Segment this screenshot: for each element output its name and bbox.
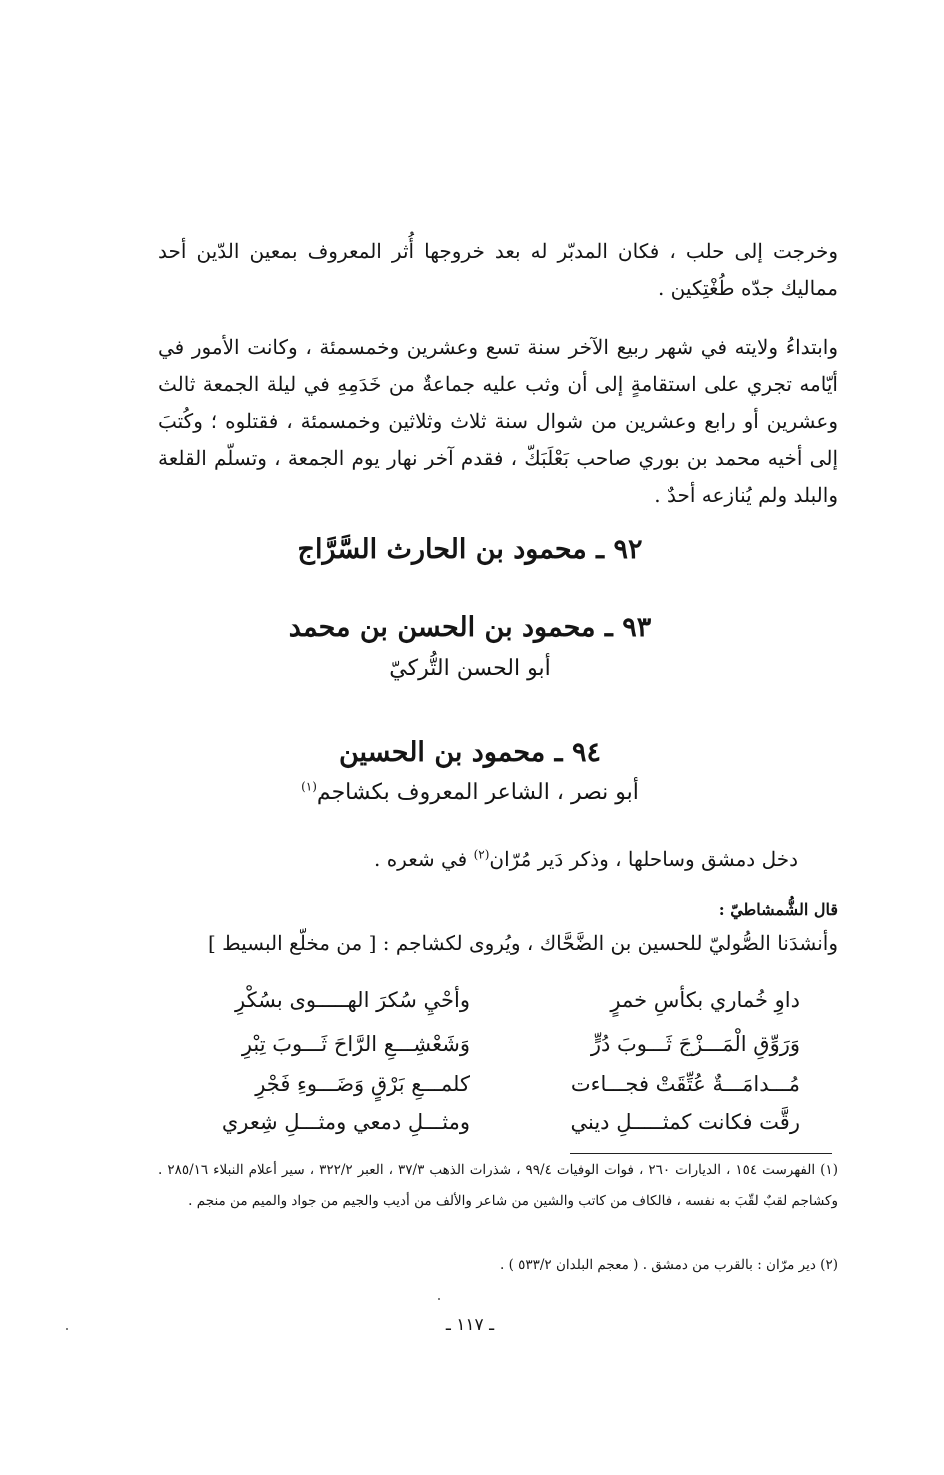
verse-intro: وأنشدَنا الصُّوليّ للحسين بن الضَّحَّاك ، ويُروى لكشاجم : [ من مخلّع البسيط ] (207, 931, 838, 955)
footnote-2: (٢) دير مرّان : بالقرب من دمشق . ( معجم البلدان ٥٣٣/٢ ) . (499, 1257, 838, 1273)
verse-line (190, 982, 800, 1018)
verse-line (190, 1066, 800, 1102)
verse-first-hemistich: وَرَوِّقِ الْمَـــزْجَ ثَـــوبَ دُرٍّ (590, 1032, 800, 1056)
entry-94-text (158, 842, 838, 876)
entry-94-subtitle-line (150, 776, 790, 810)
verse-second-hemistich: وأحْيِ سُكرَ الهـــــوى بسُكْرِ (235, 988, 470, 1012)
footnote-1: (١) الفهرست ١٥٤ ، الديارات ٢٦٠ ، فوات الوفيات ٩٩/٤ ، شذرات الذهب ٣٧/٣ ، العبر ٣٢٢/٢ ، سير أعلام النبلاء ٢٨٥/١٦ . وكشاجم لقبٌ لقّبَ به نفسه ، فالكاف من كاتب والشين من شاعر والألف من أديب والجيم من جواد والميم من منجم . (158, 1162, 838, 1209)
entry-94-subtitle: أبو نصر ، الشاعر المعروف بكشاجم (316, 780, 639, 805)
entry-92-heading: ٩٢ ـ محمود بن الحارث السَّرَّاج (297, 534, 643, 565)
verse-first-hemistich: مُـــدامَـــةٌ عُتِّقَتْ فجـــاءت (570, 1072, 800, 1096)
verse-first-hemistich: داوِ خُماري بكأسِ خمرٍ (610, 988, 800, 1012)
quote-attribution: قال الشُّمشاطيّ : (718, 900, 838, 919)
footnote-ref-1[interactable]: (١) (301, 779, 317, 794)
entry-94-text-after: في شعره . (373, 847, 474, 871)
page-number: ـ ١١٧ ـ (445, 1315, 495, 1335)
scan-speck (66, 1328, 68, 1330)
paragraph-2: وابتداءُ ولايته في شهر ربيع الآخر سنة تسع وعشرين وخمسمئة ، وكانت الأمور في أيّامه تجري على استقامةٍ إلى أن وثب عليه جماعةٌ من خَدَمِهِ في ليلة الجمعة ثالث وعشرين أو رابع وعشرين من شوال سنة ثلاث وثلاثين وخمسمئة ، فقتلوه ؛ وكُتبَ إلى أخيه محمد بن بوري صاحب بَعْلَبَكّ ، فقدم آخر نهار يوم الجمعة ، وتسلّم القلعة والبلد ولم يُنازعه أحدٌ . (158, 335, 838, 507)
paragraph-1: وخرجت إلى حلب ، فكان المدبّر له بعد خروجها أُثر المعروف بمعين الدّين أحد مماليك جدّه طُغْتِكين . (158, 239, 838, 300)
verse-second-hemistich: وَشَعْشِـــعِ الرَّاحَ ثَـــوبَ تِبْرِ (241, 1032, 470, 1056)
footnote-ref-2[interactable]: (٢) (473, 847, 490, 862)
footnote-divider (570, 1153, 832, 1154)
entry-94-heading: ٩٤ ـ محمود بن الحسين (338, 737, 601, 768)
scan-speck (438, 1298, 440, 1300)
verse-line (190, 1104, 800, 1140)
entry-93-heading: ٩٣ ـ محمود بن الحسن بن محمد (288, 612, 652, 643)
entry-93-subtitle: أبو الحسن التُّركيّ (389, 656, 551, 681)
verse-second-hemistich: ومثـــلِ دمعي ومثـــلِ شِعري (221, 1110, 470, 1134)
verse-second-hemistich: كلمـــعِ بَرْقٍ وَضَـــوءِ فَجْرِ (255, 1072, 470, 1096)
verse-line (190, 1026, 800, 1062)
entry-94-text-before: دخل دمشق وساحلها ، وذكر دَير مُرّان (489, 847, 798, 871)
verse-first-hemistich: رقَّت فكانت كمثـــــلِ ديني (570, 1110, 800, 1134)
